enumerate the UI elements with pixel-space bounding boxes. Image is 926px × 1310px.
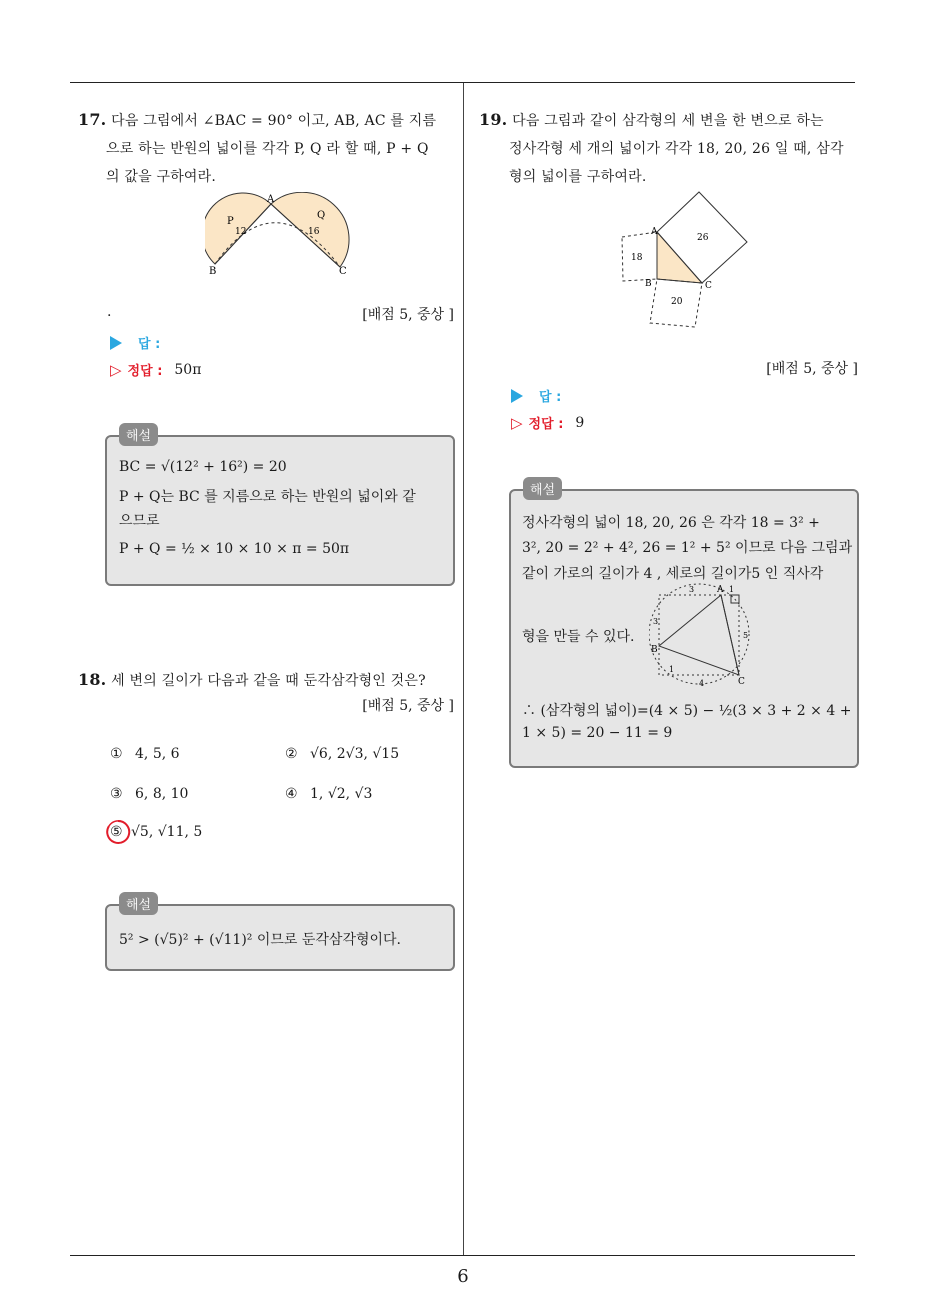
label-b: B [651,645,658,655]
answer-triangle-icon [511,389,523,403]
label-1-top: 1 [729,585,735,594]
label-1-left: 1 [669,665,675,674]
label-ac: 16 [308,227,320,237]
explanation-line: 정사각형의 넓이 18, 20, 26 은 각각 18 = 3² + [522,515,820,531]
correct-label: 정답 : [127,364,163,379]
correct-value: 50π [174,361,202,378]
semicircle-figure [205,192,365,280]
label-26: 26 [697,233,709,243]
correct-answer-row [511,413,584,432]
label-c: C [738,677,745,687]
page-number: 6 [457,1266,469,1287]
explanation-line: P + Q는 BC 를 지름으로 하는 반원의 넓이와 같 [119,489,416,505]
choice-mark: ① [110,746,123,762]
explanation-line: 3², 20 = 2² + 4², 26 = 1² + 5² 이므로 다음 그림과 [522,540,853,556]
choice-4[interactable] [285,786,372,802]
question-18 [78,666,426,695]
selected-circle-icon [104,818,132,846]
label-q: Q [317,210,326,221]
label-a: A [717,585,724,595]
score-label: [배점 5, 중상 ] [362,307,454,323]
label-5-right: 5 [743,631,749,640]
answer-row [110,333,160,352]
answer-triangle-icon [110,336,122,350]
label-a: A [267,194,275,205]
explanation-line: P + Q = ½ × 10 × 10 × π = 50π [119,541,350,557]
explanation-tag: 해설 [119,892,158,915]
question-number: 17. [78,110,107,129]
column-divider [463,83,464,1255]
question-number: 19. [479,110,508,129]
question-number: 18. [78,670,107,689]
label-b: B [209,266,217,277]
stray-period: . [107,304,112,320]
explanation-tag: 해설 [119,423,158,446]
score-label: [배점 5, 중상 ] [362,698,454,714]
question-text-line: 세 변의 길이가 다음과 같을 때 둔각삼각형인 것은? [111,673,426,689]
correct-value: 9 [575,414,585,431]
label-a: A [651,227,658,237]
answer-row [511,386,561,405]
label-b: B [645,279,652,289]
choice-text: 4, 5, 6 [135,746,180,762]
question-text-line: 의 값을 구하여라. [106,169,217,185]
choice-5[interactable] [110,824,202,840]
answer-label: 답 : [138,337,161,352]
correct-answer-row [110,360,201,379]
choice-mark: ⑤ [110,824,127,840]
question-text-line: 다음 그림에서 ∠BAC = 90° 이고, AB, AC 를 지름 [111,113,437,129]
choice-2[interactable] [285,746,399,762]
explanation-line: BC = √(12² + 16²) = 20 [119,459,287,475]
choice-text: 6, 8, 10 [135,786,189,802]
explanation-line: ∴ (삼각형의 넓이)=(4 × 5) − ½(3 × 3 + 2 × 4 + [522,703,852,719]
label-c: C [705,281,712,291]
label-ab: 12 [235,227,247,237]
explanation-line: 으므로 [119,513,160,529]
correct-label: 정답 : [528,417,564,432]
answer-label: 답 : [539,390,562,405]
label-3-top: 3 [689,585,695,594]
correct-triangle-icon: ▷ [110,360,122,379]
label-20: 20 [671,297,683,307]
explanation-line: 1 × 5) = 20 − 11 = 9 [522,725,673,741]
choice-mark: ② [285,746,298,762]
footer-rule [70,1255,855,1256]
question-text-line: 정사각형 세 개의 넓이가 각각 18, 20, 26 일 때, 삼각 [509,141,844,157]
label-18: 18 [631,253,643,263]
choice-mark: ④ [285,786,298,802]
label-p: P [227,216,234,227]
question-text-line: 다음 그림과 같이 삼각형의 세 변을 한 변으로 하는 [512,113,824,129]
label-3-left: 3 [653,617,659,626]
question-text-line: 형의 넓이를 구하여라. [509,169,647,185]
explanation-tag: 해설 [523,477,562,500]
choice-text: 1, √2, √3 [310,786,373,802]
label-c: C [339,266,347,277]
correct-triangle-icon: ▷ [511,413,523,432]
question-19 [479,106,844,191]
explanation-line: 같이 가로의 길이가 4 , 세로의 길이가5 인 직사각 [522,566,824,582]
choice-mark: ③ [110,786,123,802]
explanation-line: 형을 만들 수 있다. [522,629,635,645]
choice-3[interactable] [110,786,188,802]
label-4-bottom: 4 [699,679,705,688]
score-label: [배점 5, 중상 ] [766,361,858,377]
rectangle-figure [649,580,759,690]
question-17 [78,106,436,191]
choice-text: √5, √11, 5 [131,824,203,840]
squares-figure [615,190,755,335]
choice-1[interactable] [110,746,180,762]
question-text-line: 으로 하는 반원의 넓이를 각각 P, Q 라 할 때, P + Q [106,141,429,157]
explanation-line: 5² > (√5)² + (√11)² 이므로 둔각삼각형이다. [119,932,402,948]
choice-text: √6, 2√3, √15 [310,746,400,762]
